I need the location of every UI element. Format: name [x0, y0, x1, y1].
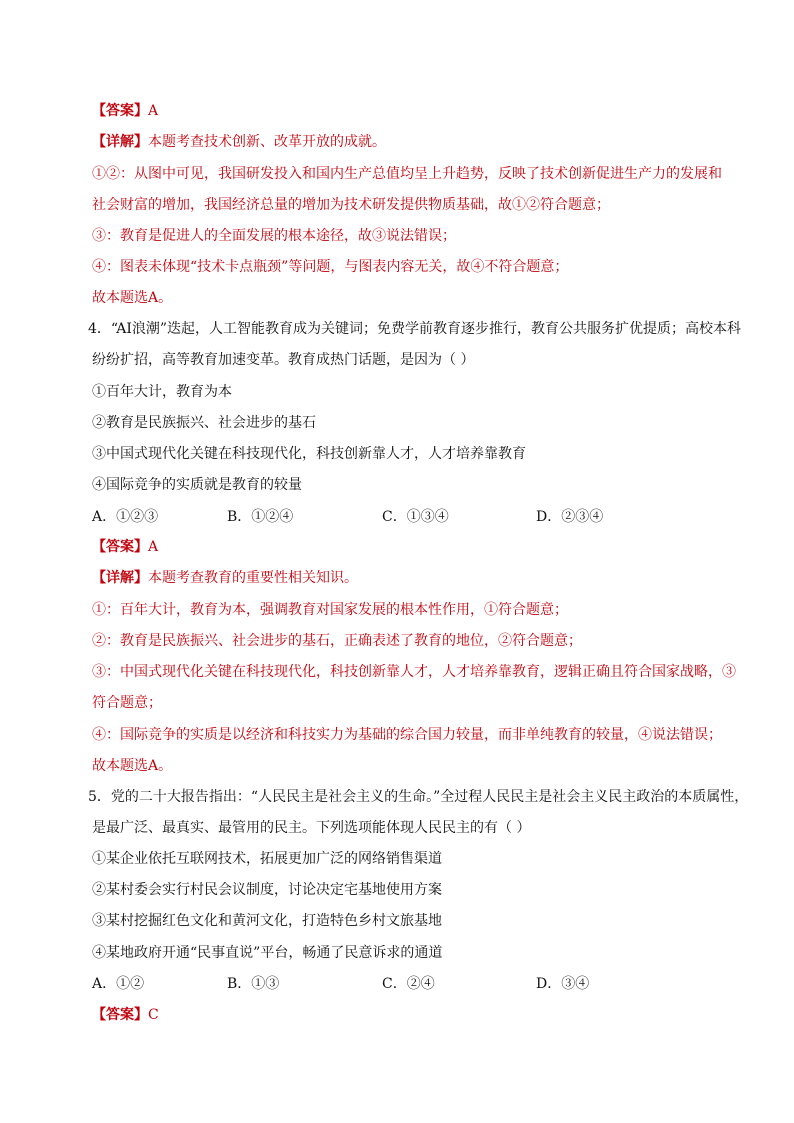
q5-statement: ④某地政府开通“民事直说”平台，畅通了民意诉求的通道: [92, 945, 443, 961]
detail-text: 本题考查技术创新、改革开放的成就。: [148, 134, 386, 150]
q4-detail: [92, 568, 358, 588]
q4-detail-line: ①：百年大计，教育为本，强调教育对国家发展的根本性作用，①符合题意；: [92, 602, 568, 618]
q3-detail-line: ③：教育是促进人的全面发展的根本途径，故③说法错误；: [92, 228, 456, 244]
q5-statement: ①某企业依托互联网技术，拓展更加广泛的网络销售渠道: [92, 851, 442, 867]
q5-option-b: B．①③: [227, 976, 280, 992]
answer-value: A: [148, 539, 159, 555]
q5-answer: [92, 1005, 159, 1025]
q4-detail-line: ②：教育是民族振兴、社会进步的基石，正确表述了教育的地位，②符合题意；: [92, 633, 582, 649]
q4-stem: 4．“AI浪潮”迭起，人工智能教育成为关键词；免费学前教育逐步推行，教育公共服务扩优提质；高校本科: [88, 321, 742, 337]
q5-statement: ③某村挖掘红色文化和黄河文化，打造特色乡村文旅基地: [92, 913, 442, 929]
q5-statement: ②某村委会实行村民会议制度，讨论决定宅基地使用方案: [92, 882, 442, 898]
q5-option-c: C．②④: [382, 976, 435, 992]
q3-detail-line: 故本题选A。: [92, 290, 173, 306]
q3-detail: [92, 132, 386, 152]
answer-value: A: [148, 103, 159, 119]
q4-statement: ①百年大计，教育为本: [92, 384, 232, 400]
detail-tag: 【详解】: [92, 134, 148, 150]
q4-detail-line: ④：国际竞争的实质是以经济和科技实力为基础的综合国力较量，而非单纯教育的较量，④说法错误；: [92, 727, 722, 743]
q5-option-d: D．③④: [536, 976, 590, 992]
q3-answer: [92, 101, 158, 121]
q3-detail-line: 社会财富的增加，我国经济总量的增加为技术研发提供物质基础，故①②符合题意；: [92, 197, 610, 213]
detail-text: 本题考查教育的重要性相关知识。: [148, 570, 358, 586]
q4-answer: [92, 537, 158, 557]
q4-option-d: D．②③④: [536, 509, 604, 525]
q4-detail-line: ③：中国式现代化关键在科技现代化，科技创新靠人才，人才培养靠教育，逻辑正确且符合国家战略，③: [92, 664, 736, 680]
detail-tag: 【详解】: [92, 570, 148, 586]
q4-option-b: B．①②④: [227, 509, 294, 525]
q5-stem: 是最广泛、最真实、最管用的民主。下列选项能体现人民民主的有（ ）: [92, 820, 531, 836]
q4-statement: ②教育是民族振兴、社会进步的基石: [92, 415, 316, 431]
q4-option-c: C．①③④: [382, 509, 449, 525]
q3-detail-line: ①②：从图中可见，我国研发投入和国内生产总值均呈上升趋势，反映了技术创新促进生产力的发展和: [92, 166, 722, 182]
answer-tag: 【答案】: [92, 539, 148, 555]
q4-statement: ④国际竞争的实质就是教育的较量: [92, 477, 302, 493]
answer-tag: 【答案】: [92, 1007, 148, 1023]
q4-detail-line: 符合题意；: [92, 695, 162, 711]
q4-option-a: A．①②③: [92, 509, 159, 525]
q4-statement: ③中国式现代化关键在科技现代化，科技创新靠人才，人才培养靠教育: [92, 446, 526, 462]
answer-tag: 【答案】: [92, 103, 148, 119]
q4-detail-line: 故本题选A。: [92, 758, 173, 774]
answer-value: C: [148, 1007, 159, 1023]
q5-option-a: A．①②: [92, 976, 145, 992]
q4-stem: 纷纷扩招，高等教育加速变革。教育成热门话题，是因为（ ）: [92, 352, 475, 368]
q3-detail-line: ④：图表未体现“技术卡点瓶颈”等问题，与图表内容无关，故④不符合题意；: [92, 259, 569, 275]
q5-stem: 5．党的二十大报告指出：“人民民主是社会主义的生命。”全过程人民民主是社会主义民主政治的本质属性，: [88, 789, 749, 805]
